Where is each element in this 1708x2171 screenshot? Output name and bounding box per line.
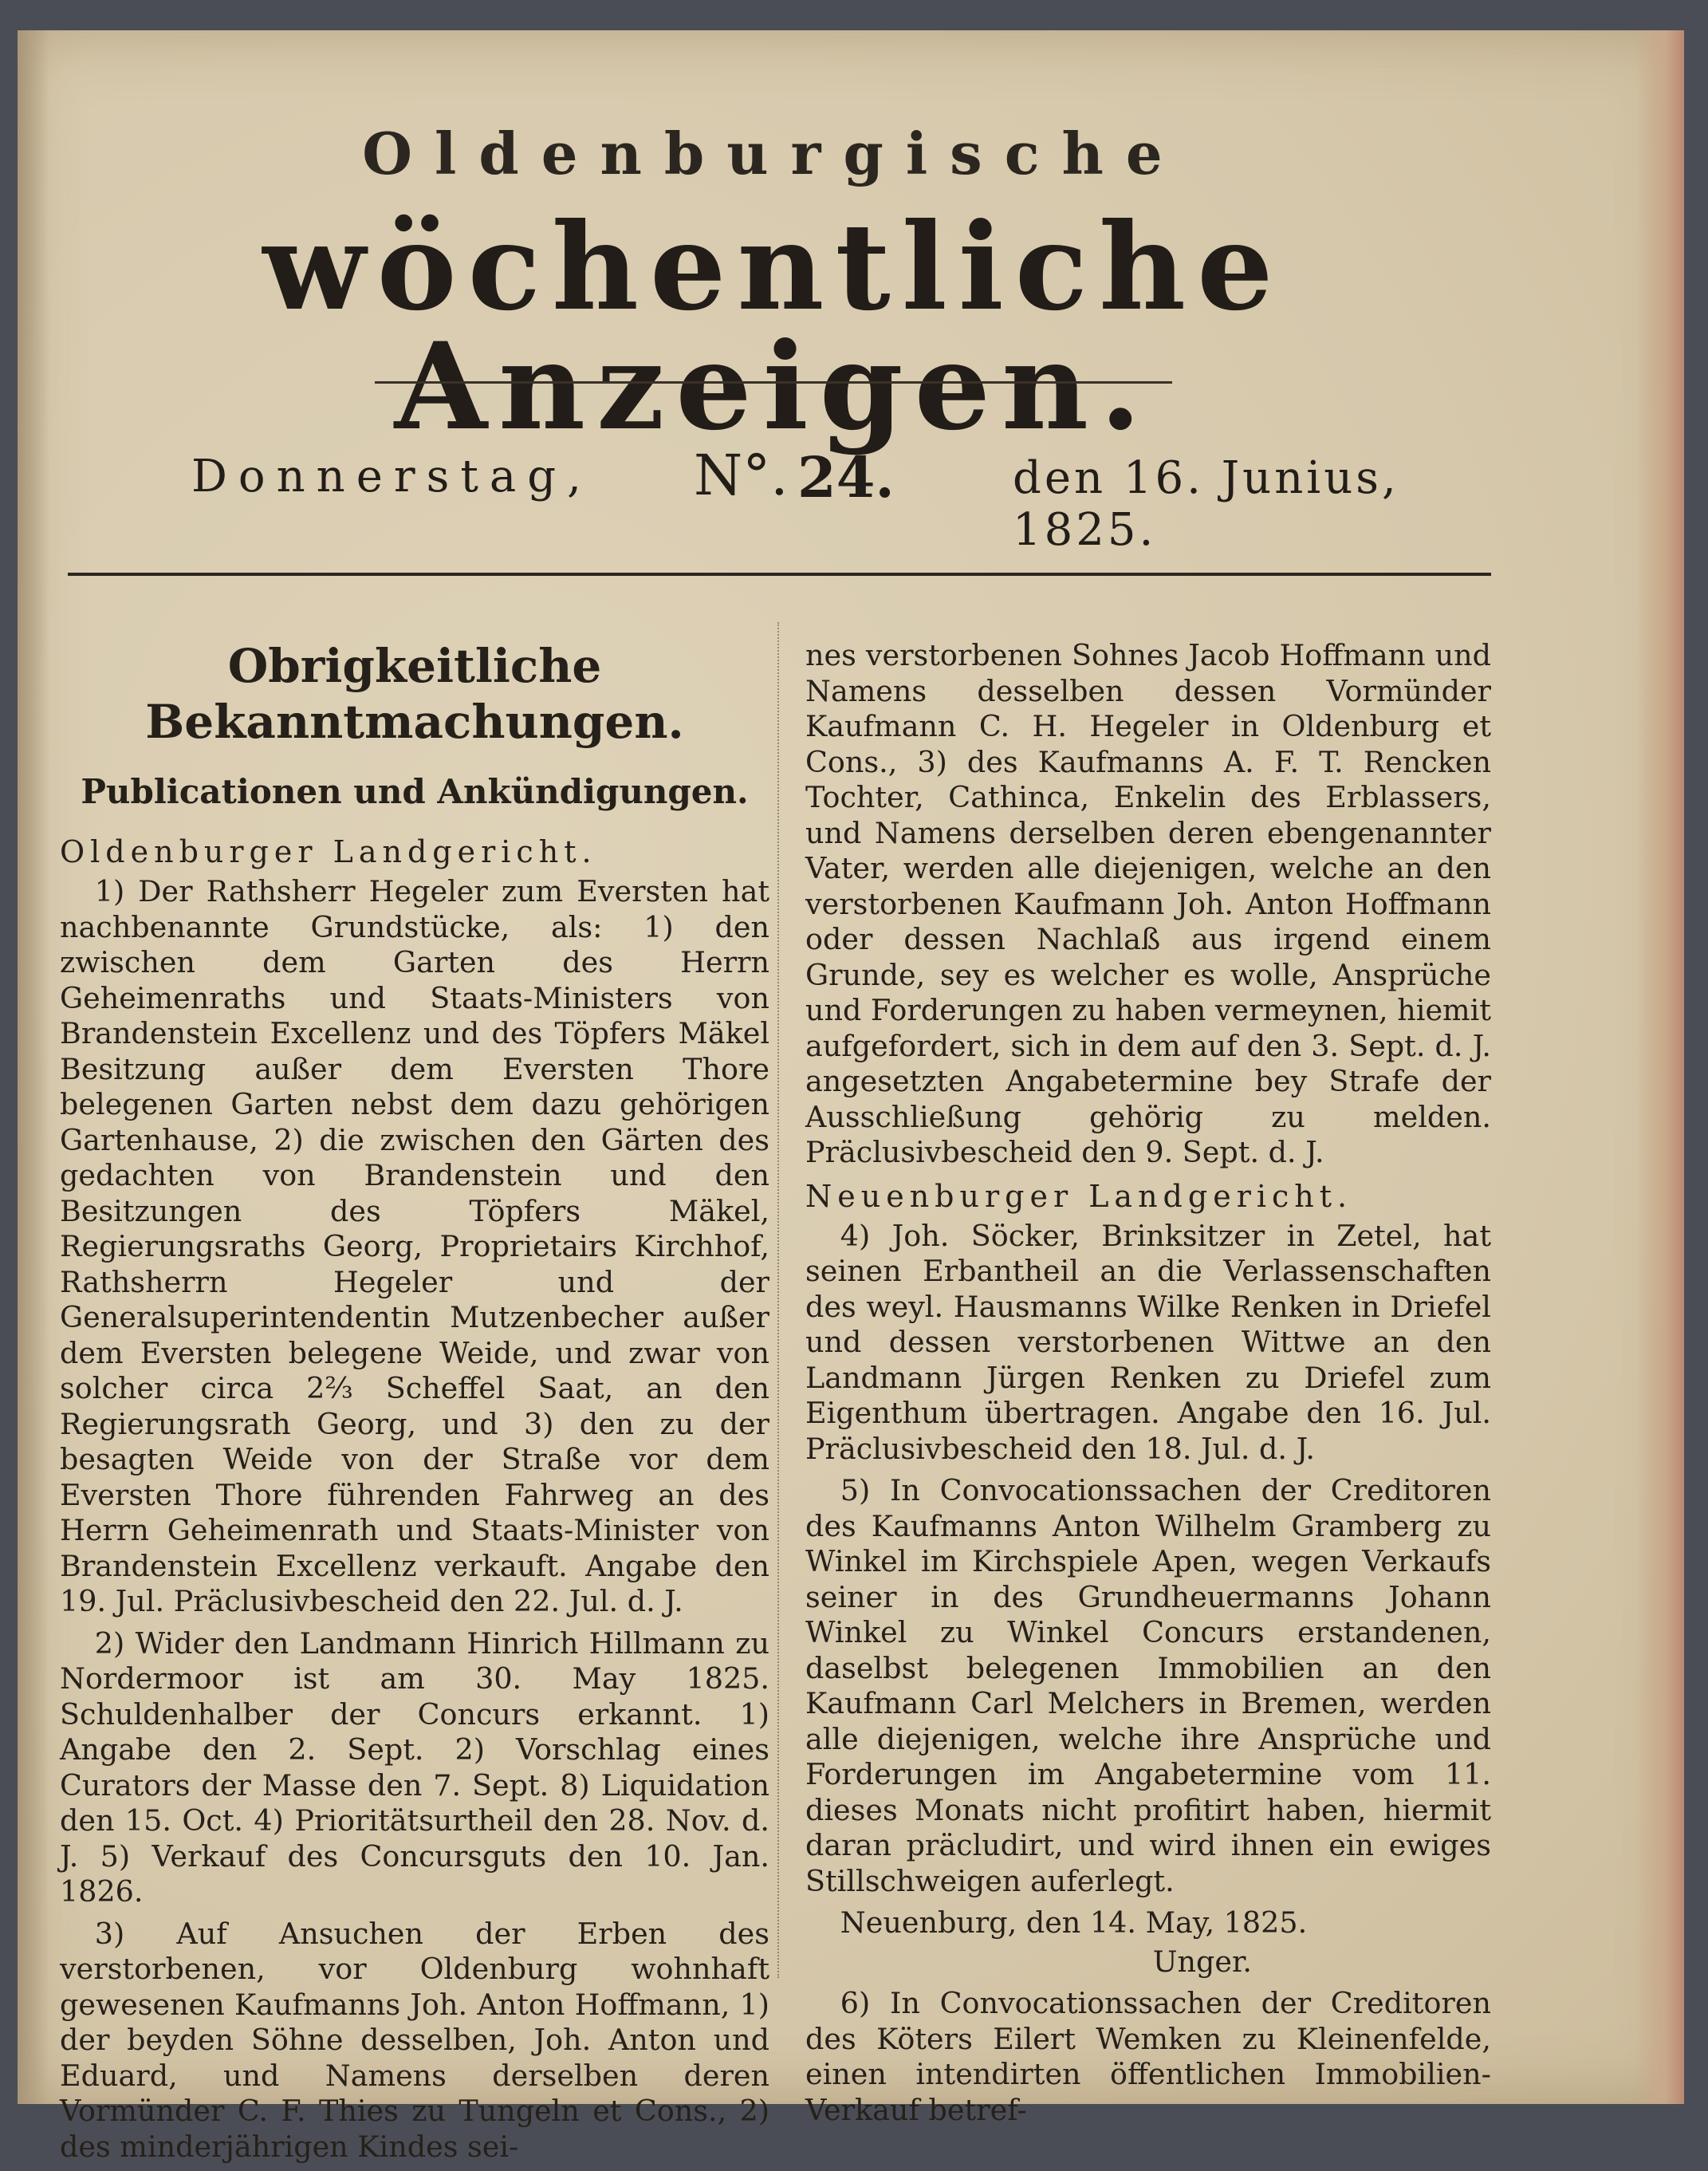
- masthead-top-line: Oldenburgische: [362, 120, 1185, 187]
- issue-number: 24.: [797, 444, 895, 510]
- notice-4: 4) Joh. Söcker, Brinksitzer in Zetel, hat seinen Erbantheil an die Verlassenschaften des weyl. Hausmanns Wilke Renken in Driefel und dessen verstorbenen Wittwe an den Landmann Jürgen Renken zu Driefel zum Eigenthum übertragen. Angabe den 16. Jul. Präclusivbescheid den 18. Jul. d. J.: [805, 1218, 1491, 1466]
- signature: Unger.: [1152, 1944, 1252, 1979]
- weekday: Donnerstag,: [191, 451, 592, 502]
- left-column: [60, 638, 769, 2171]
- title-divider: [375, 381, 1172, 384]
- dateline: [56, 435, 1491, 556]
- notice-3-continued: nes verstorbenen Sohnes Jacob Hoffmann und Namens desselben dessen Vormünder Kaufmann C. H. Hegeler in Oldenburg et Cons., 3) des Kaufmanns A. F. T. Rencken Tochter, Cathinca, Enkelin des Erblassers, und Namens derselben deren ebengenannter Vater, werden alle diejenigen, welche an den verstorbenen Kaufmann Joh. Anton Hoffmann oder dessen Nachlaß aus irgend einem Grunde, sey es welcher es wolle, Ansprüche und Forderungen zu haben vermeynen, hiemit aufgefordert, sich in dem auf den 3. Sept. d. J. angesetzten Angabetermine bey Strafe der Ausschließung gehörig zu melden. Präclusivbescheid den 9. Sept. d. J.: [805, 638, 1491, 1169]
- notice-1: 1) Der Rathsherr Hegeler zum Eversten hat nachbenannte Grundstücke, als: 1) den zwischen dem Garten des Herrn Geheimenraths und Staats-Ministers von Brandenstein Excellenz und des Töpfers Mäkel Besitzung außer dem Eversten Thore belegenen Garten nebst dem dazu gehörigen Gartenhause, 2) die zwischen den Gärten des gedachten von Brandenstein und den Besitzungen des Töpfers Mäkel, Regierungsraths Georg, Proprietairs Kirchhof, Rathsherrn Hegeler und der Generalsuperintendentin Mutzenbecher außer dem Eversten belegene Weide, und zwar von solcher circa 2⅔ Scheffel Saat, an den Regierungsrath Georg, und 3) den zu der besagten Weide von der Straße vor dem Eversten Thore führenden Fahrweg an des Herrn Geheimenrath und Staats-Minister von Brandenstein Excellenz verkauft. Angabe den 19. Jul. Präclusivbescheid den 22. Jul. d. J.: [60, 874, 769, 1618]
- issue-label: N°.: [694, 443, 789, 508]
- issue-date: den 16. Junius, 1825.: [1013, 452, 1399, 556]
- section-subtitle: Publicationen und Ankündigungen.: [81, 772, 749, 811]
- notice-5: 5) In Convocationssachen der Creditoren des Kaufmanns Anton Wilhelm Gramberg zu Winkel im Kirchspiele Apen, wegen Verkaufs seiner in des Grundheuermanns Johann Winkel zu Winkel Concurs erstandenen, daselbst belegenen Immobilien an den Kaufmann Carl Melchers in Bremen, werden alle diejenigen, welche ihre Ansprüche und Forderungen im Angabetermine vom 11. dieses Monats nicht profitirt haben, hiermit daran präcludirt, und wird ihnen ein ewiges Stillschweigen auferlegt.: [805, 1473, 1491, 1898]
- signoff-place-date: Neuenburg, den 14. May, 1825.: [840, 1905, 1308, 1940]
- notice-3: 3) Auf Ansuchen der Erben des verstorbenen, vor Oldenburg wohnhaft gewesenen Kaufmanns Joh. Anton Hoffmann, 1) der beyden Söhne desselben, Joh. Anton und Eduard, und Namens derselben deren Vormünder C. F. Thies zu Tungeln et Cons., 2) des minderjährigen Kindes sei-: [60, 1916, 769, 2164]
- section-title: Obrigkeitliche Bekanntmachungen.: [145, 639, 684, 749]
- binding-gutter: [18, 30, 49, 2104]
- column-divider: [777, 622, 779, 1978]
- header-rule: [68, 573, 1491, 576]
- court-heading-neuenburg: Neuenburger Landgericht.: [805, 1178, 1353, 1214]
- notice-2: 2) Wider den Landmann Hinrich Hillmann zu Nordermoor ist am 30. May 1825. Schuldenhalber der Concurs erkannt. 1) Angabe den 2. Sept. 2) Vorschlag eines Curators der Masse den 7. Sept. 8) Liquidation den 15. Oct. 4) Prioritätsurtheil den 28. Nov. d. J. 5) Verkauf des Concursguts den 10. Jan. 1826.: [60, 1625, 769, 1909]
- notice-6: 6) In Convocationssachen der Creditoren des Köters Eilert Wemken zu Kleinenfelde, einen intendirten öffentlichen Immobilien-Verkauf betref-: [805, 1986, 1491, 2127]
- masthead-title: wöchentliche Anzeigen.: [262, 197, 1285, 457]
- right-column: [805, 638, 1491, 2134]
- court-heading-oldenburg: Oldenburger Landgericht.: [60, 834, 597, 869]
- page-edge: [1636, 30, 1684, 2104]
